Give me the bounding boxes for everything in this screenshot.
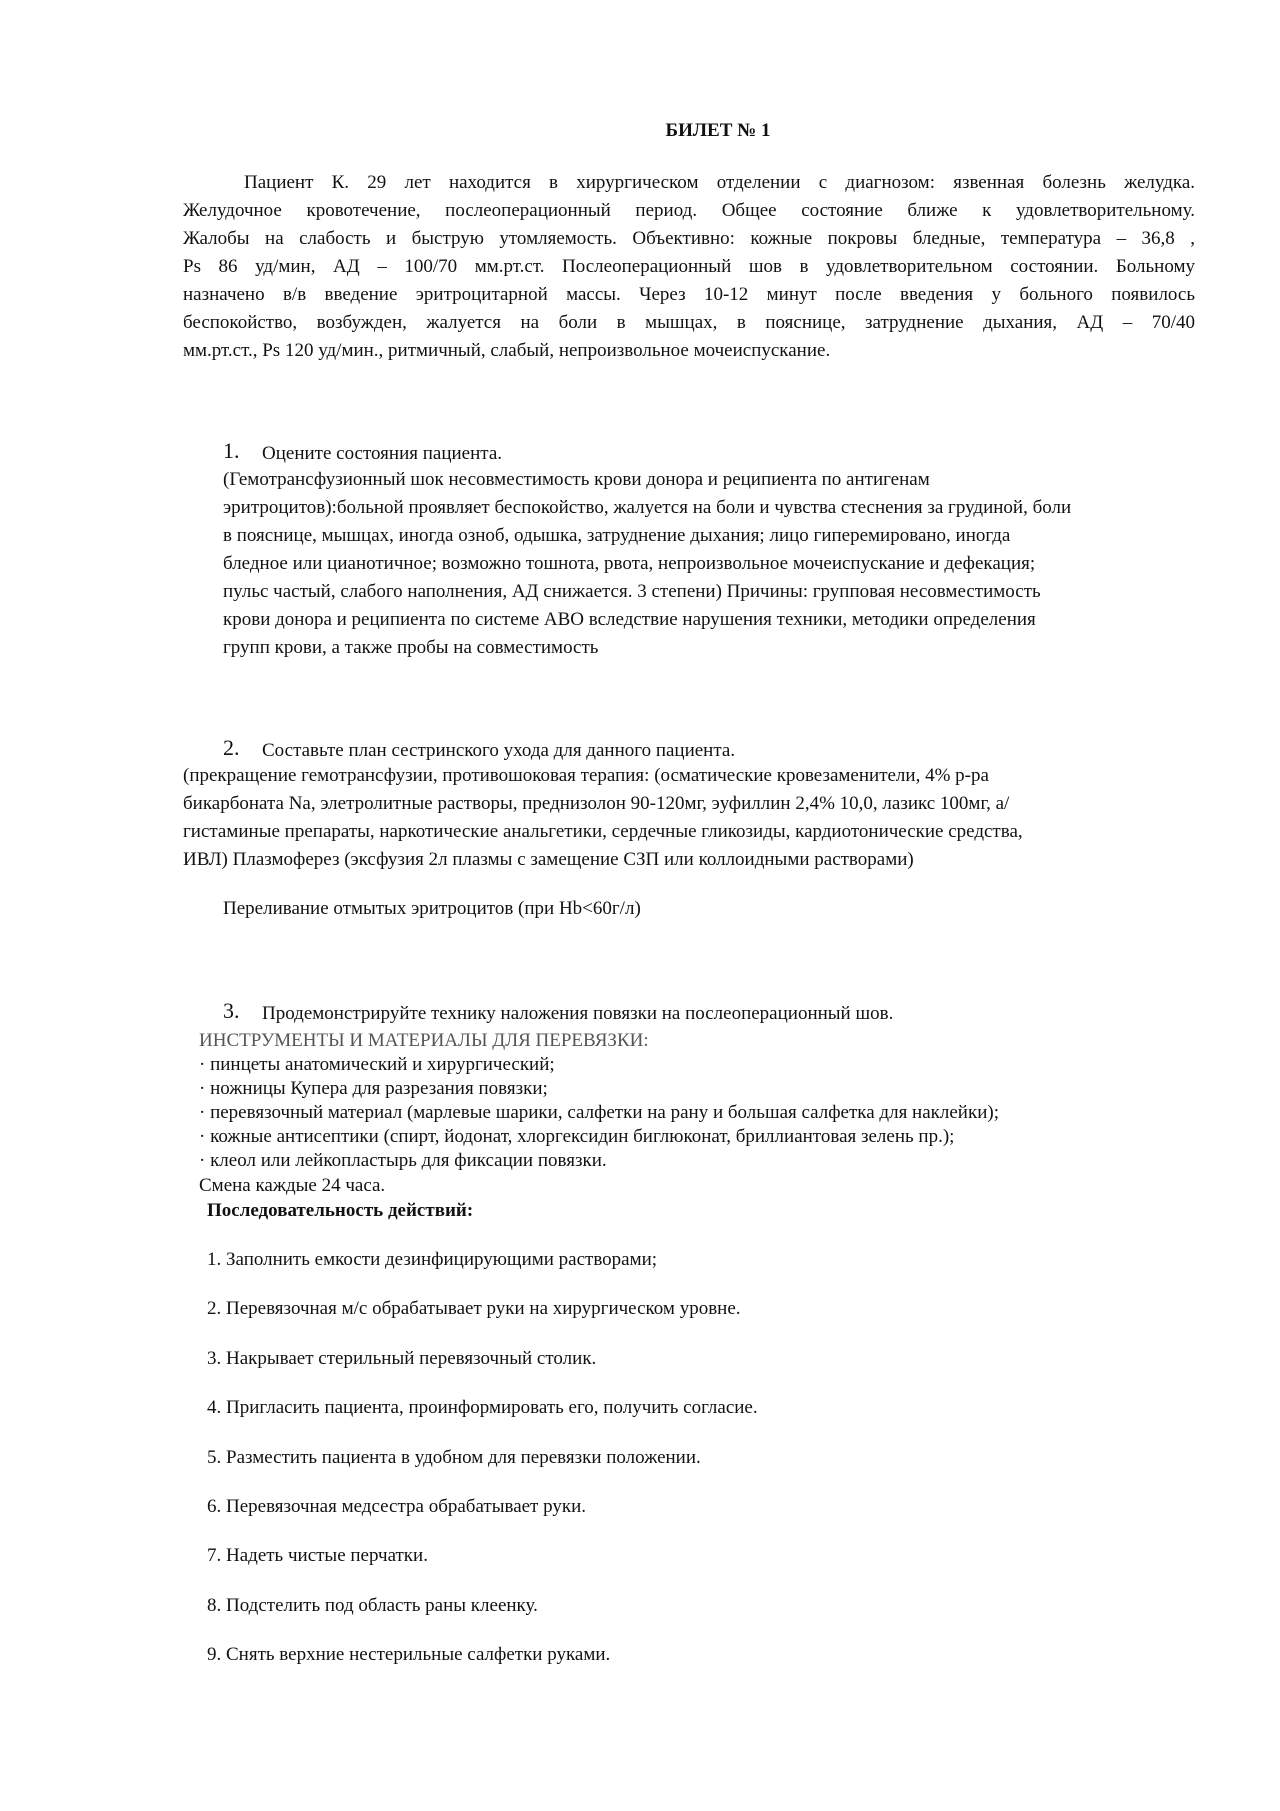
instrument-item: · пинцеты анатомический и хирургический;: [199, 1054, 555, 1075]
instruments-heading: ИНСТРУМЕНТЫ И МАТЕРИАЛЫ ДЛЯ ПЕРЕВЯЗКИ:: [199, 1030, 649, 1051]
answer-line: бикарбоната Na, элетролитные растворы, преднизолон 90-120мг, эуфиллин 2,4% 10,0, лазикс 100мг, а/: [183, 793, 1010, 814]
question-text: Продемонстрируйте технику наложения повязки на послеоперационный шов.: [262, 1003, 894, 1024]
answer-line: эритроцитов):больной проявляет беспокойство, жалуется на боли и чувства стеснения за грудиной, боли: [223, 497, 1072, 518]
step-item: 6. Перевязочная медсестра обрабатывает руки.: [207, 1496, 587, 1517]
answer-note: Переливание отмытых эритроцитов (при Hb<60г/л): [223, 898, 641, 919]
answer-line: крови донора и реципиента по системе АВО вследствие нарушения техники, методики определения: [223, 609, 1036, 630]
instrument-item: · клеол или лейкопластырь для фиксации повязки.: [199, 1150, 607, 1171]
step-item: 2. Перевязочная м/с обрабатывает руки на хирургическом уровне.: [207, 1298, 741, 1319]
question-text: Составьте план сестринского ухода для данного пациента.: [262, 740, 736, 761]
instrument-item: · перевязочный материал (марлевые шарики, салфетки на рану и большая салфетка для наклейки);: [199, 1102, 999, 1123]
case-line: Жалобы на слабость и быструю утомляемость. Объективно: кожные покровы бледные, температура – 36,8 ,: [183, 228, 1195, 249]
ticket-title: БИЛЕТ № 1: [665, 120, 771, 141]
answer-line: ИВЛ) Плазмоферез (эксфузия 2л плазмы с замещение СЗП или коллоидными растворами): [183, 849, 914, 870]
step-item: 1. Заполнить емкости дезинфицирующими растворами;: [207, 1249, 658, 1270]
answer-line: (прекращение гемотрансфузии, противошоковая терапия: (осматические кровезаменители, 4% р-ра: [183, 765, 989, 786]
answer-line: групп крови, а также пробы на совместимость: [223, 637, 599, 658]
case-line: беспокойство, возбужден, жалуется на боли в мышцах, в пояснице, затруднение дыхания, АД – 70/40: [183, 312, 1195, 333]
case-line: назначено в/в введение эритроцитарной массы. Через 10-12 минут после введения у больного появилось: [183, 284, 1195, 305]
answer-line: бледное или цианотичное; возможно тошнота, рвота, непроизвольное мочеиспускание и дефекация;: [223, 553, 1036, 574]
case-line: Ps 86 уд/мин, АД – 100/70 мм.рт.ст. Послеоперационный шов в удовлетворительном состоянии. Больному: [183, 256, 1195, 277]
question-number: 1.: [223, 438, 240, 463]
answer-line: пульс частый, слабого наполнения, АД снижается. 3 степени) Причины: групповая несовместимость: [223, 581, 1041, 602]
step-item: 3. Накрывает стерильный перевязочный столик.: [207, 1348, 597, 1369]
question-number: 2.: [223, 735, 240, 760]
question-text: Оцените состояния пациента.: [262, 443, 502, 464]
answer-line: в пояснице, мышцах, иногда озноб, одышка, затруднение дыхания; лицо гиперемировано, иногда: [223, 525, 1011, 546]
change-note: Смена каждые 24 часа.: [199, 1175, 386, 1196]
case-line: Пациент К. 29 лет находится в хирургическом отделении с диагнозом: язвенная болезнь желудка.: [244, 172, 1195, 193]
case-line: Желудочное кровотечение, послеоперационный период. Общее состояние ближе к удовлетворительному.: [183, 200, 1195, 221]
case-line: мм.рт.ст., Ps 120 уд/мин., ритмичный, слабый, непроизвольное мочеиспускание.: [183, 340, 831, 361]
answer-line: (Гемотрансфузионный шок несовместимость крови донора и реципиента по антигенам: [223, 469, 930, 490]
answer-line: гистаминые препараты, наркотические анальгетики, сердечные гликозиды, кардиотонические средства,: [183, 821, 1023, 842]
step-item: 4. Пригласить пациента, проинформировать его, получить согласие.: [207, 1397, 758, 1418]
step-item: 7. Надеть чистые перчатки.: [207, 1545, 428, 1566]
sequence-heading: Последовательность действий:: [207, 1200, 474, 1221]
question-number: 3.: [223, 998, 240, 1023]
step-item: 8. Подстелить под область раны клеенку.: [207, 1595, 538, 1616]
step-item: 9. Снять верхние нестерильные салфетки руками.: [207, 1644, 611, 1665]
step-item: 5. Разместить пациента в удобном для перевязки положении.: [207, 1447, 701, 1468]
instrument-item: · ножницы Купера для разрезания повязки;: [199, 1078, 548, 1099]
instrument-item: · кожные антисептики (спирт, йодонат, хлоргексидин биглюконат, бриллиантовая зелень пр.);: [199, 1126, 955, 1147]
